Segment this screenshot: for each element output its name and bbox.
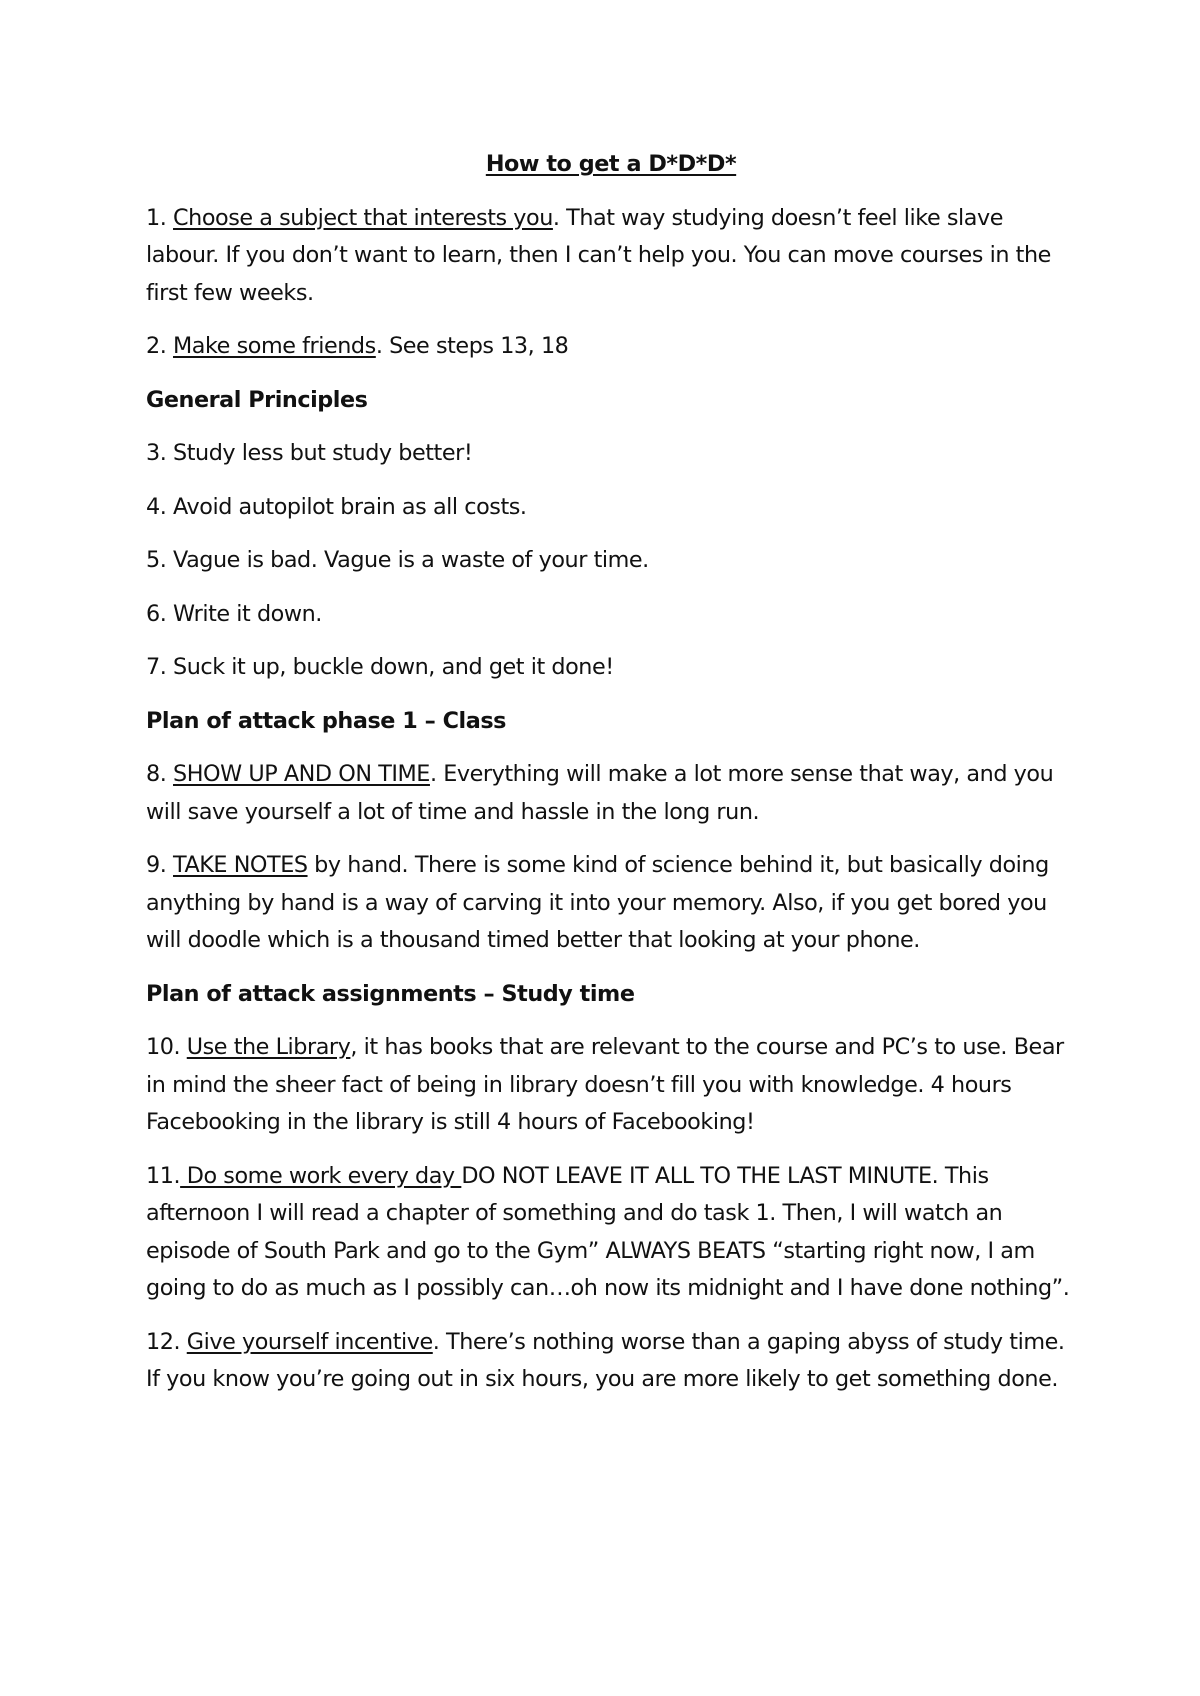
item-number: 11.: [146, 1162, 181, 1189]
item-number: 1.: [146, 204, 174, 231]
item-number: 2.: [146, 333, 174, 359]
item-number: 8.: [146, 761, 174, 787]
list-item-1: [146, 200, 1076, 313]
item-number: 12.: [146, 1328, 187, 1355]
list-item-3: 3. Study less but study better!: [146, 440, 473, 466]
item-underlined-text: Do some work every day: [180, 1162, 462, 1189]
item-text: by hand. There is some kind of science behind it, but basically doing anything by hand is a way of carving it into your memory. Also, if you get bored you will doodle which is a thousand timed better that looking at your phone.: [146, 852, 1049, 953]
item-underlined-text: SHOW UP AND ON TIME: [173, 761, 430, 787]
item-text: DO NOT LEAVE IT ALL TO THE LAST MINUTE. This afternoon I will read a chapter of something and do task 1. Then, I will watch an episode of South Park and go to the Gym” ALWAYS BEATS “starting right now, I am going to do as much as I possibly can…oh now its midnight and I have done nothing”.: [146, 1162, 1070, 1301]
list-item-6: 6. Write it down.: [146, 600, 322, 627]
item-underlined-text: TAKE NOTES: [173, 852, 308, 878]
item-text: . There’s nothing worse than a gaping abyss of study time. If you know you’re going out in six hours, you are more likely to get something done.: [146, 1328, 1065, 1392]
list-item-4: 4. Avoid autopilot brain as all costs.: [146, 493, 527, 520]
item-underlined-text: Choose a subject that interests you: [173, 204, 553, 231]
item-text: . See steps 13, 18: [375, 333, 569, 359]
item-underlined-text: Make some friends: [173, 333, 376, 359]
list-item-12: [146, 1324, 1076, 1399]
document-title: How to get a D*D*D*: [485, 151, 737, 177]
list-item-7: 7. Suck it up, buckle down, and get it done!: [146, 654, 614, 680]
item-number: 9.: [146, 852, 174, 878]
section-heading-study-time: Plan of attack assignments – Study time: [146, 980, 635, 1007]
item-underlined-text: Give yourself incentive: [186, 1328, 433, 1355]
list-item-10: [146, 1029, 1076, 1142]
document-page: [146, 146, 1076, 1415]
item-underlined-text: Use the Library: [186, 1034, 351, 1060]
list-item-2: [146, 328, 1076, 366]
list-item-11: [146, 1158, 1076, 1308]
list-item-8: [146, 756, 1076, 831]
section-heading-class: Plan of attack phase 1 – Class: [146, 707, 506, 734]
item-number: 10.: [146, 1034, 187, 1060]
item-text: , it has books that are relevant to the course and PC’s to use. Bear in mind the sheer fact of being in library doesn’t fill you with knowledge. 4 hours Facebooking in the library is still 4 hours of Facebooking!: [146, 1034, 1064, 1135]
list-item-5: 5. Vague is bad. Vague is a waste of your time.: [146, 547, 649, 573]
section-heading-general-principles: General Principles: [146, 386, 368, 413]
list-item-9: [146, 847, 1076, 960]
item-text: . That way studying doesn’t feel like slave labour. If you don’t want to learn, then I can’t help you. You can move courses in the first few weeks.: [146, 204, 1051, 306]
item-text: . Everything will make a lot more sense that way, and you will save yourself a lot of time and hassle in the long run.: [146, 761, 1054, 825]
